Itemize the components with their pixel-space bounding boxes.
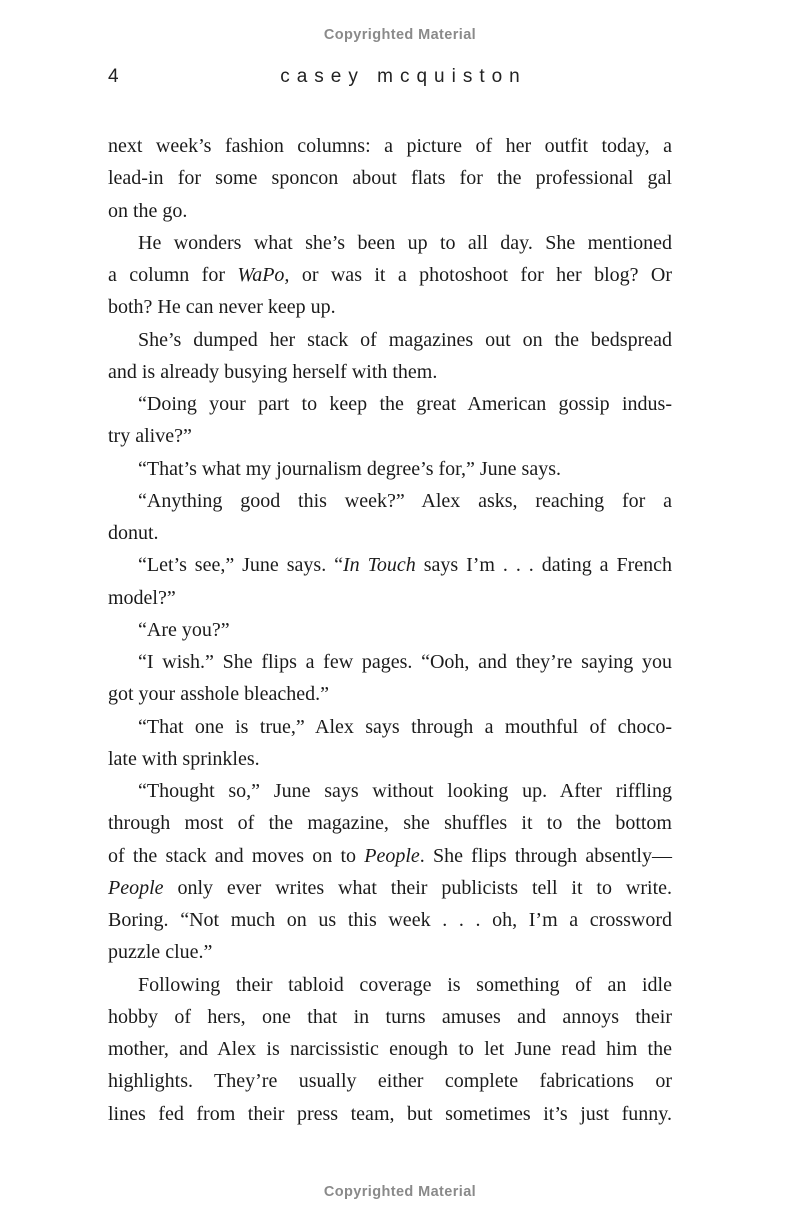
text-line (108, 195, 672, 227)
copyright-notice-top: Copyrighted Material (323, 27, 477, 43)
copyright-notice-bottom: Copyrighted Material (323, 1184, 477, 1200)
text-segment: “Thought so,” June says without looking up. After riffling (138, 780, 672, 802)
text-line (108, 130, 672, 162)
text-segment: “Are you?” (138, 618, 230, 641)
text-segment: next week’s fashion columns: a picture of her outfit today, a (108, 135, 672, 157)
text-segment: or was it a photoshoot for her blog? Or (289, 264, 673, 286)
text-line (108, 646, 672, 678)
text-line (108, 775, 672, 807)
italic-text-segment: In Touch (343, 554, 416, 577)
text-segment: says I’m . . . dating a French (415, 554, 672, 577)
text-line (108, 291, 672, 323)
text-segment: on the go. (108, 199, 188, 222)
text-line (108, 259, 672, 291)
text-line (108, 549, 672, 581)
text-segment: both? He can never keep up. (108, 296, 336, 319)
text-segment: He wonders what she’s been up to all day. She mentioned (138, 231, 672, 254)
text-segment: lead-in for some sponcon about flats for the professional gal (108, 167, 672, 190)
text-segment: and is already busying herself with them. (108, 360, 438, 383)
running-header-title: casey mcquiston (280, 66, 527, 87)
text-segment: “That one is true,” Alex says through a mouthful of choco- (138, 715, 672, 738)
text-segment: “Let’s see,” June says. “ (138, 554, 344, 577)
text-segment: “Anything good this week?” Alex asks, reaching for a (138, 489, 672, 512)
text-line (108, 743, 672, 775)
text-line (108, 936, 672, 968)
text-line (108, 388, 672, 420)
text-line (108, 485, 672, 517)
text-line (108, 356, 672, 388)
italic-text-segment: People (364, 844, 420, 867)
text-line (108, 1001, 672, 1033)
text-segment: late with sprinkles. (108, 747, 260, 770)
text-segment: only ever writes what their publicists tell it to write. (163, 876, 672, 899)
text-line (108, 678, 672, 710)
text-line (108, 324, 672, 356)
text-segment: mother, and Alex is narcissistic enough to let June read him the (108, 1038, 672, 1060)
italic-text-segment: People (108, 876, 164, 899)
text-line (108, 162, 672, 194)
text-segment: a column for (108, 264, 238, 286)
text-segment: She’s dumped her stack of magazines out on the bedspread (138, 328, 672, 351)
text-line (108, 1098, 672, 1130)
text-segment: Following their tabloid coverage is something of an idle (138, 973, 672, 996)
text-line (108, 582, 672, 614)
text-segment: “Doing your part to keep the great American gossip indus- (138, 393, 672, 415)
text-line (108, 420, 672, 452)
text-line (108, 807, 672, 839)
text-line (108, 969, 672, 1001)
text-line (108, 711, 672, 743)
text-segment: “I wish.” She flips a few pages. “Ooh, and they’re saying you (138, 651, 672, 673)
text-segment: “That’s what my journalism degree’s for,” June says. (138, 457, 561, 480)
running-header (0, 66, 800, 92)
text-segment: try alive?” (108, 425, 192, 448)
text-segment: . She flips through absently— (419, 844, 672, 867)
text-line (108, 904, 672, 936)
text-line (108, 1065, 672, 1097)
text-line (108, 517, 672, 549)
text-segment: through most of the magazine, she shuffles it to the bottom (108, 812, 672, 835)
text-segment: lines fed from their press team, but sometimes it’s just funny. (108, 1102, 672, 1125)
text-segment: got your asshole bleached.” (108, 683, 330, 706)
text-line (108, 453, 672, 485)
italic-text-segment: WaPo, (237, 264, 290, 286)
text-segment: donut. (108, 522, 159, 544)
text-segment: model?” (108, 586, 176, 609)
text-segment: highlights. They’re usually either complete fabrications or (108, 1070, 672, 1093)
text-line (108, 840, 672, 872)
text-segment: hobby of hers, one that in turns amuses and annoys their (108, 1005, 672, 1028)
body-text (108, 130, 672, 1130)
text-line (108, 1033, 672, 1065)
text-line (108, 872, 672, 904)
page-number: 4 (108, 66, 119, 87)
text-segment: of the stack and moves on to (108, 844, 365, 867)
text-line (108, 227, 672, 259)
text-segment: puzzle clue.” (108, 941, 213, 964)
text-segment: Boring. “Not much on us this week . . . oh, I’m a crossword (108, 909, 672, 931)
text-line (108, 614, 672, 646)
